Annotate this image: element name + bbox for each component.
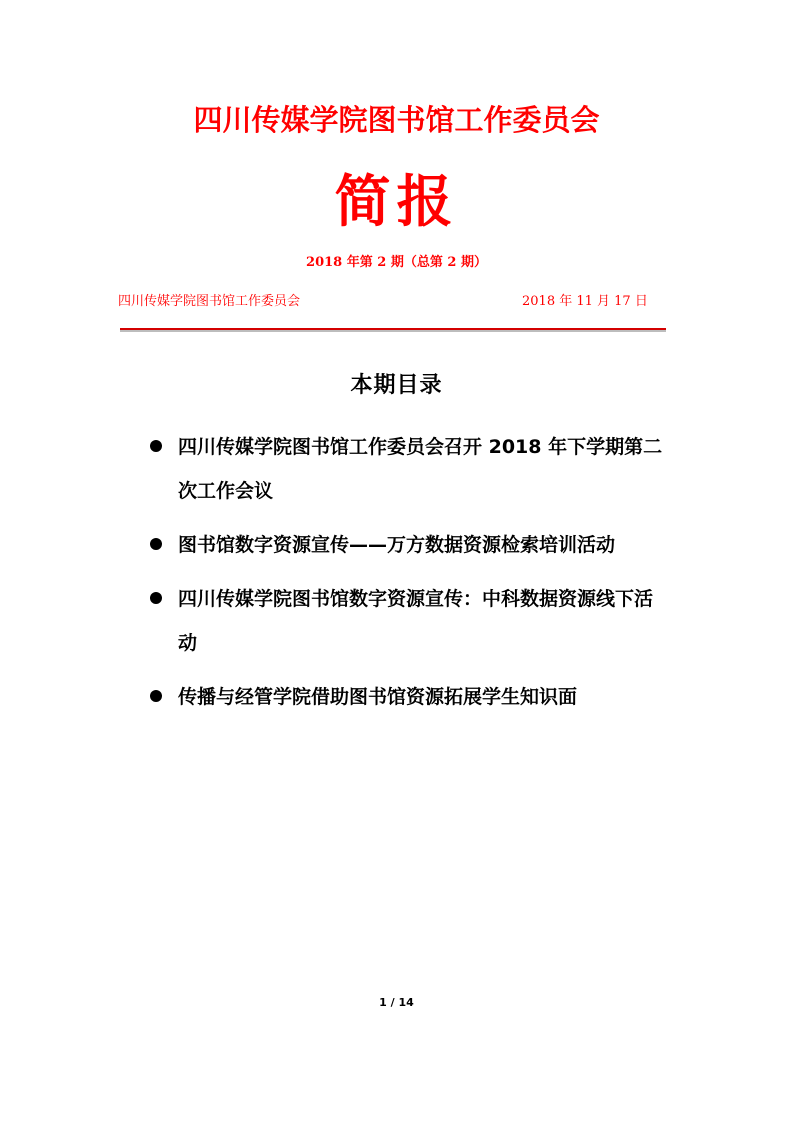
bullet-icon — [150, 538, 162, 550]
toc-item[interactable] — [150, 675, 670, 719]
toc-item[interactable] — [150, 425, 670, 513]
toc-item-label: 图书馆数字资源宣传——万方数据资源检索培训活动 — [178, 534, 616, 556]
publisher-name: 四川传媒学院图书馆工作委员会 — [118, 294, 301, 309]
bullet-icon — [150, 690, 162, 702]
toc-list — [150, 425, 670, 729]
toc-title: 本期目录 — [350, 373, 443, 398]
toc-item-label: 传播与经管学院借助图书馆资源拓展学生知识面 — [178, 686, 578, 708]
toc-item-label: 四川传媒学院图书馆工作委员会召开 2018 年下学期第二次工作会议 — [178, 436, 663, 502]
toc-item[interactable] — [150, 577, 670, 665]
toc-item-label: 四川传媒学院图书馆数字资源宣传：中科数据资源线下活动 — [178, 588, 654, 654]
bullet-icon — [150, 440, 162, 452]
publish-date: 2018 年 11 月 17 日 — [522, 294, 648, 309]
document-title: 简报 — [334, 170, 459, 235]
page-number: 1 / 14 — [379, 996, 414, 1009]
toc-item[interactable] — [150, 523, 670, 567]
header-divider — [120, 328, 666, 330]
org-title: 四川传媒学院图书馆工作委员会 — [193, 103, 600, 137]
bullet-icon — [150, 592, 162, 604]
issue-number: 2018 年第 2 期（总第 2 期） — [306, 255, 487, 270]
